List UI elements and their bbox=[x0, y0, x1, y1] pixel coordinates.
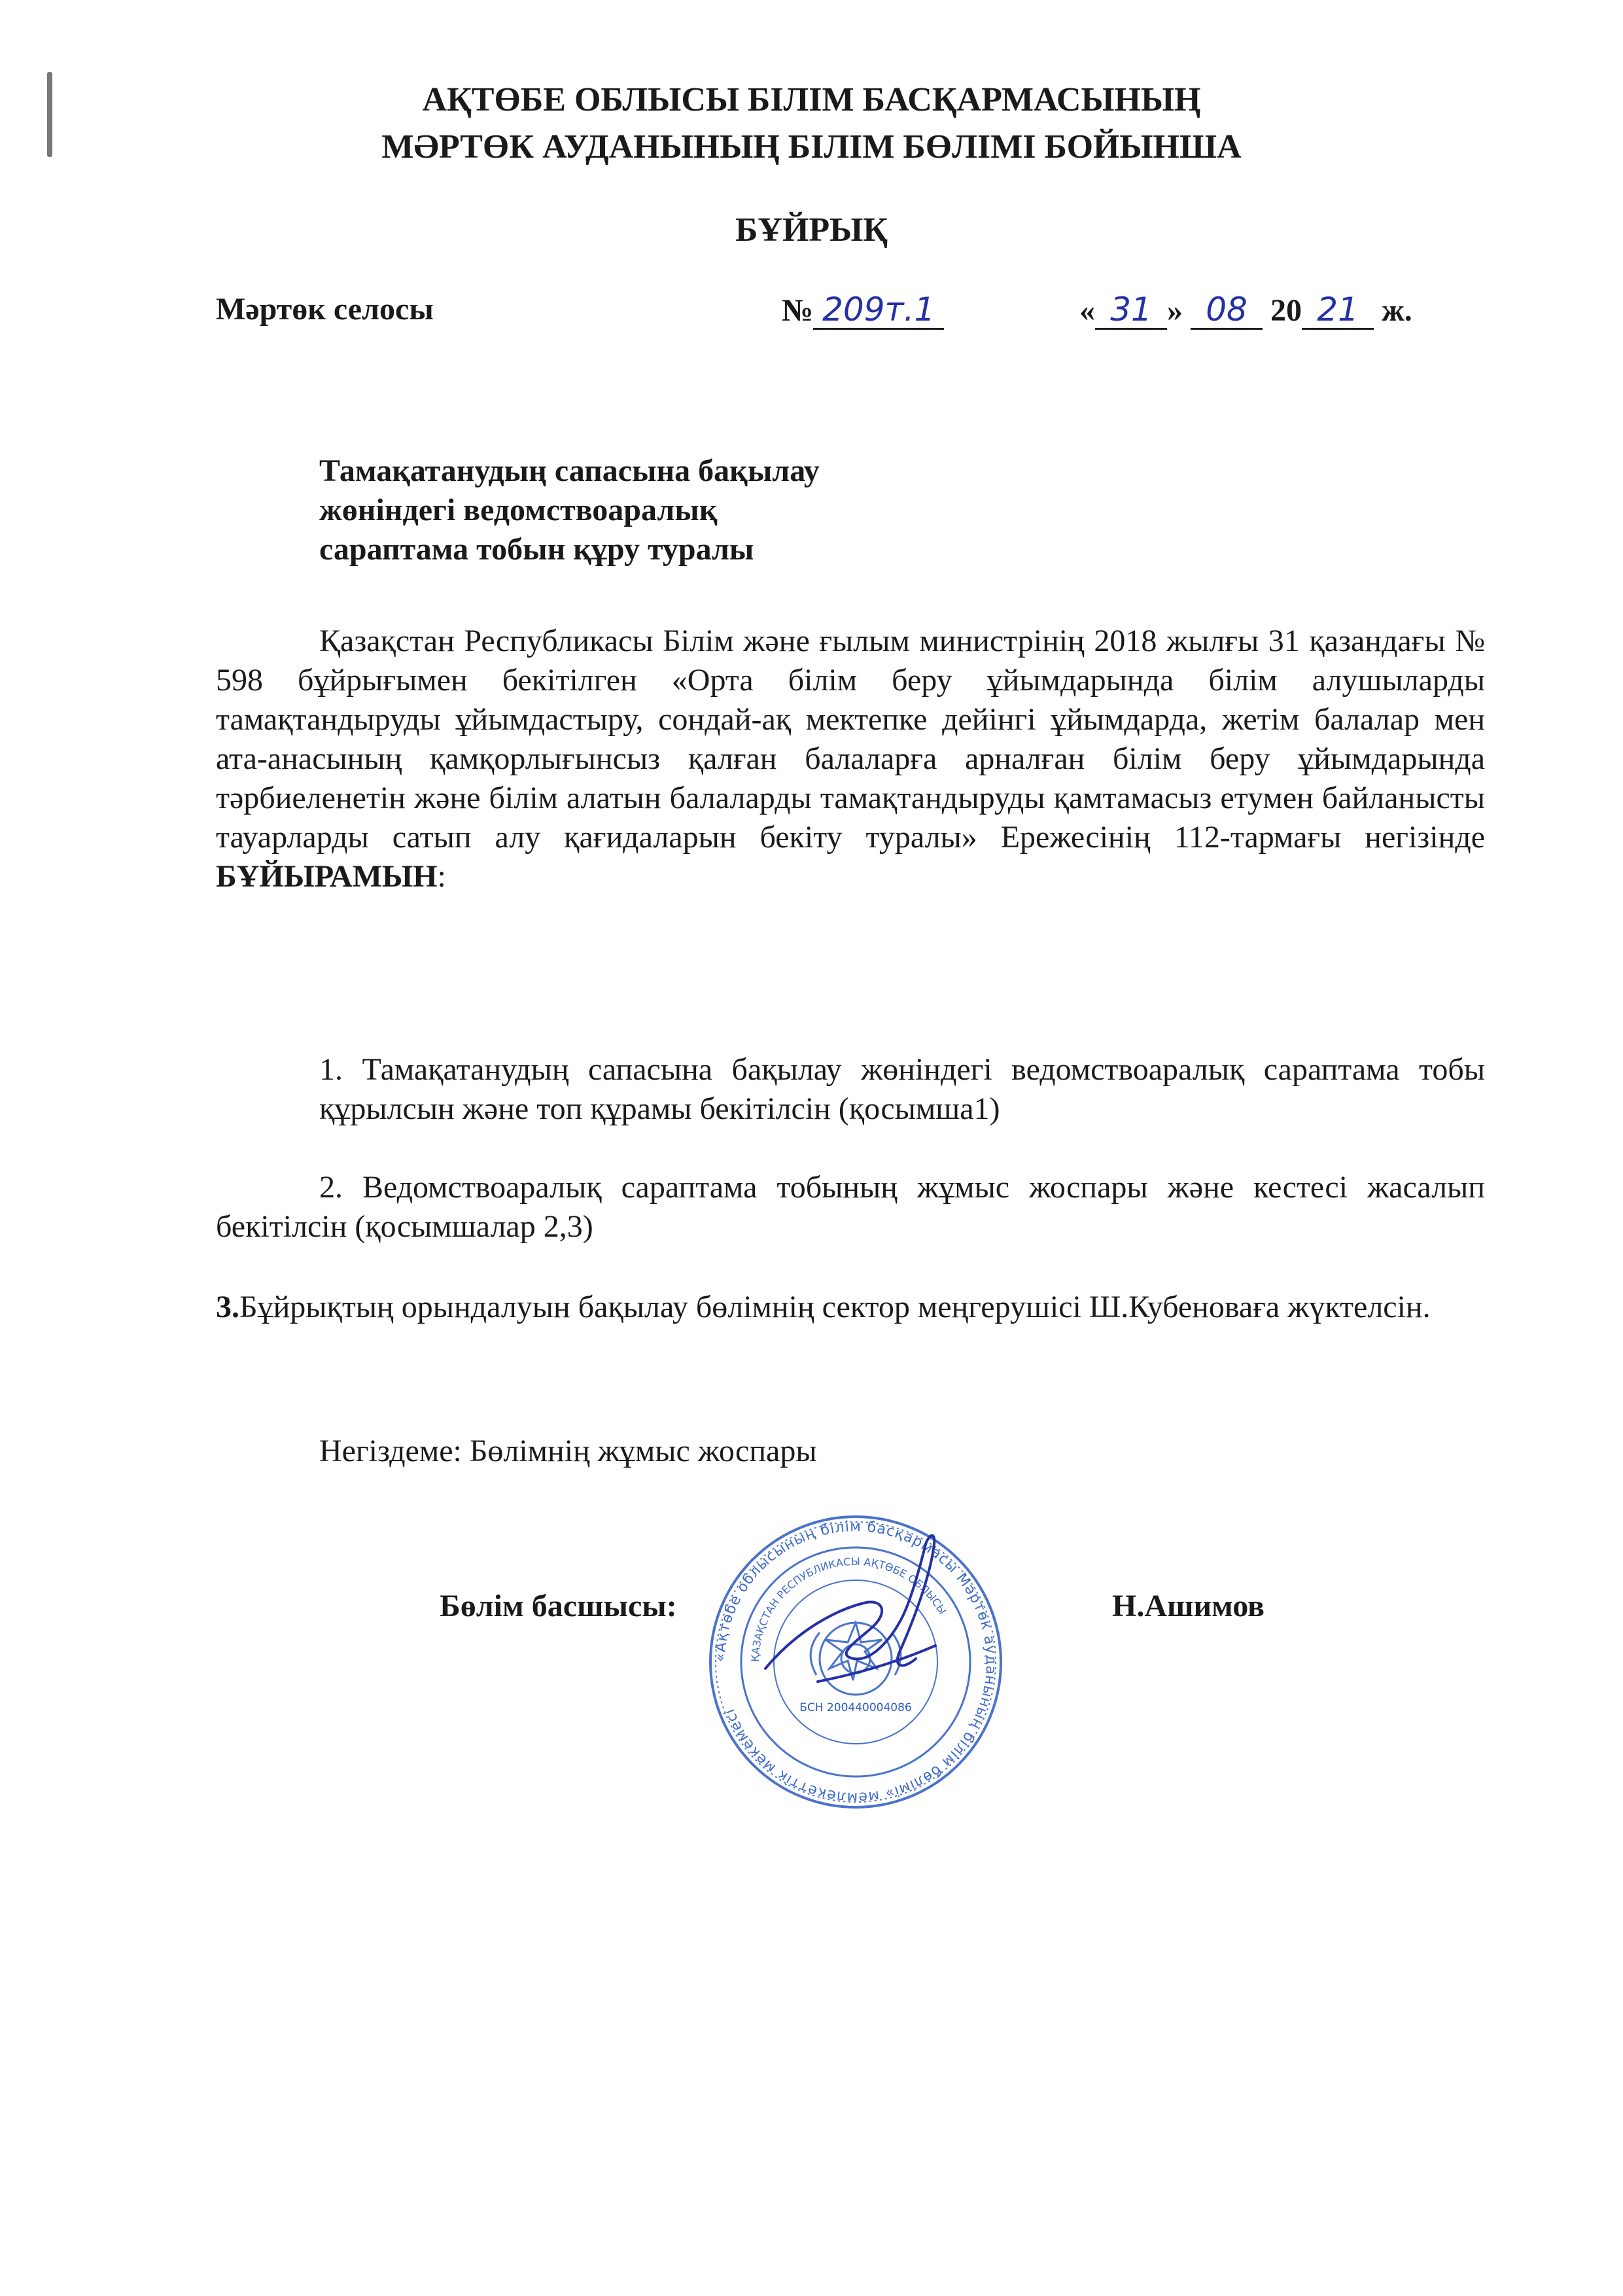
order-subject bbox=[319, 451, 820, 569]
header-line-2: МӘРТӨК АУДАНЫНЫҢ БІЛІМ БӨЛІМІ БОЙЫНША bbox=[381, 128, 1242, 166]
preamble-text: Қазақстан Республикасы Білім және ғылым министрінің 2018 жылғы 31 қазандағы № 598 бұйрығымен бекітілген «Орта білім беру ұйымдарында білім алушыларды тамақтандыруды ұйымдастыру, сондай-ақ мектепке дейінгі ұйымдарда, жетім балалар мен ата-анасының қамқорлығынсыз қалған балаларға арналған білім беру ұйымдарында тәрбиеленетін және білім алатын балаларды тамақтандыруды қамтамасыз етумен байланысты тауарларды сатып алу қағидаларын бекіту туралы» Ережесінің 112-тармағы негізінде bbox=[216, 624, 1485, 855]
command-word: БҰЙЫРАМЫН bbox=[216, 859, 438, 894]
date-suffix: ж. bbox=[1382, 293, 1412, 328]
date-year-prefix: 20 bbox=[1270, 293, 1302, 328]
order-title: БҰЙРЫҚ bbox=[735, 211, 888, 249]
date-close-quote: » bbox=[1167, 293, 1183, 328]
date-day-handwritten: 31 bbox=[1095, 291, 1167, 330]
header-line-1: АҚТӨБЕ ОБЛЫСЫ БІЛІМ БАСҚАРМАСЫНЫҢ bbox=[422, 81, 1201, 118]
stamp-bin: БСН 200440004086 bbox=[799, 1701, 912, 1714]
basis-line: Негіздеме: Бөлімнің жұмыс жоспары bbox=[319, 1434, 817, 1468]
date-year-handwritten: 21 bbox=[1302, 291, 1374, 330]
date-month-handwritten: 08 bbox=[1191, 291, 1263, 330]
order-number bbox=[782, 291, 944, 330]
subject-line-3: сараптама тобын құру туралы bbox=[319, 532, 754, 567]
stamp-inner-text: ҚАЗАҚСТАН РЕСПУБЛИКАСЫ АҚТӨБЕ ОБЛЫСЫ bbox=[748, 1555, 949, 1663]
order-item-2: 2. Ведомствоаралық сараптама тобының жұмыс жоспары және кестесі жасалып бекітілсін (қосымшалар 2,3) bbox=[216, 1170, 1485, 1244]
village-name: Мәртөк селосы bbox=[216, 292, 434, 327]
signatory-name: Н.Ашимов bbox=[1112, 1589, 1265, 1623]
order-date bbox=[1079, 291, 1412, 330]
order-meta-row bbox=[216, 291, 1492, 344]
signatory-title: Бөлім басшысы: bbox=[440, 1589, 677, 1623]
handwritten-signature bbox=[739, 1525, 975, 1721]
subject-line-2: жөніндегі ведомствоаралық bbox=[319, 493, 718, 527]
order-number-handwritten: 209т.1 bbox=[813, 291, 944, 330]
stamp-outer-text: «Ақтөбе облысының білім басқармасы Мәртөк ауданының білім бөлімі» мемлекеттік мекемесі bbox=[712, 1518, 1000, 1806]
order-item-1: 1. Тамақатанудың сапасына бақылау жөніндегі ведомствоаралық сараптама тобы құрылсын және топ құрамы бекітілсін (қосымша1) bbox=[319, 1052, 1485, 1126]
number-prefix: № bbox=[782, 293, 814, 328]
item-3-text: Бұйрықтың орындалуын бақылау бөлімнің сектор меңгерушісі Ш.Кубеноваға жүктелсін. bbox=[239, 1290, 1431, 1324]
order-item-3 bbox=[216, 1288, 1485, 1327]
date-open-quote: « bbox=[1079, 293, 1095, 328]
subject-line-1: Тамақатанудың сапасына бақылау bbox=[319, 453, 820, 488]
item-3-number: 3. bbox=[216, 1290, 239, 1324]
preamble-end: : bbox=[437, 859, 446, 894]
preamble-paragraph bbox=[216, 622, 1485, 896]
